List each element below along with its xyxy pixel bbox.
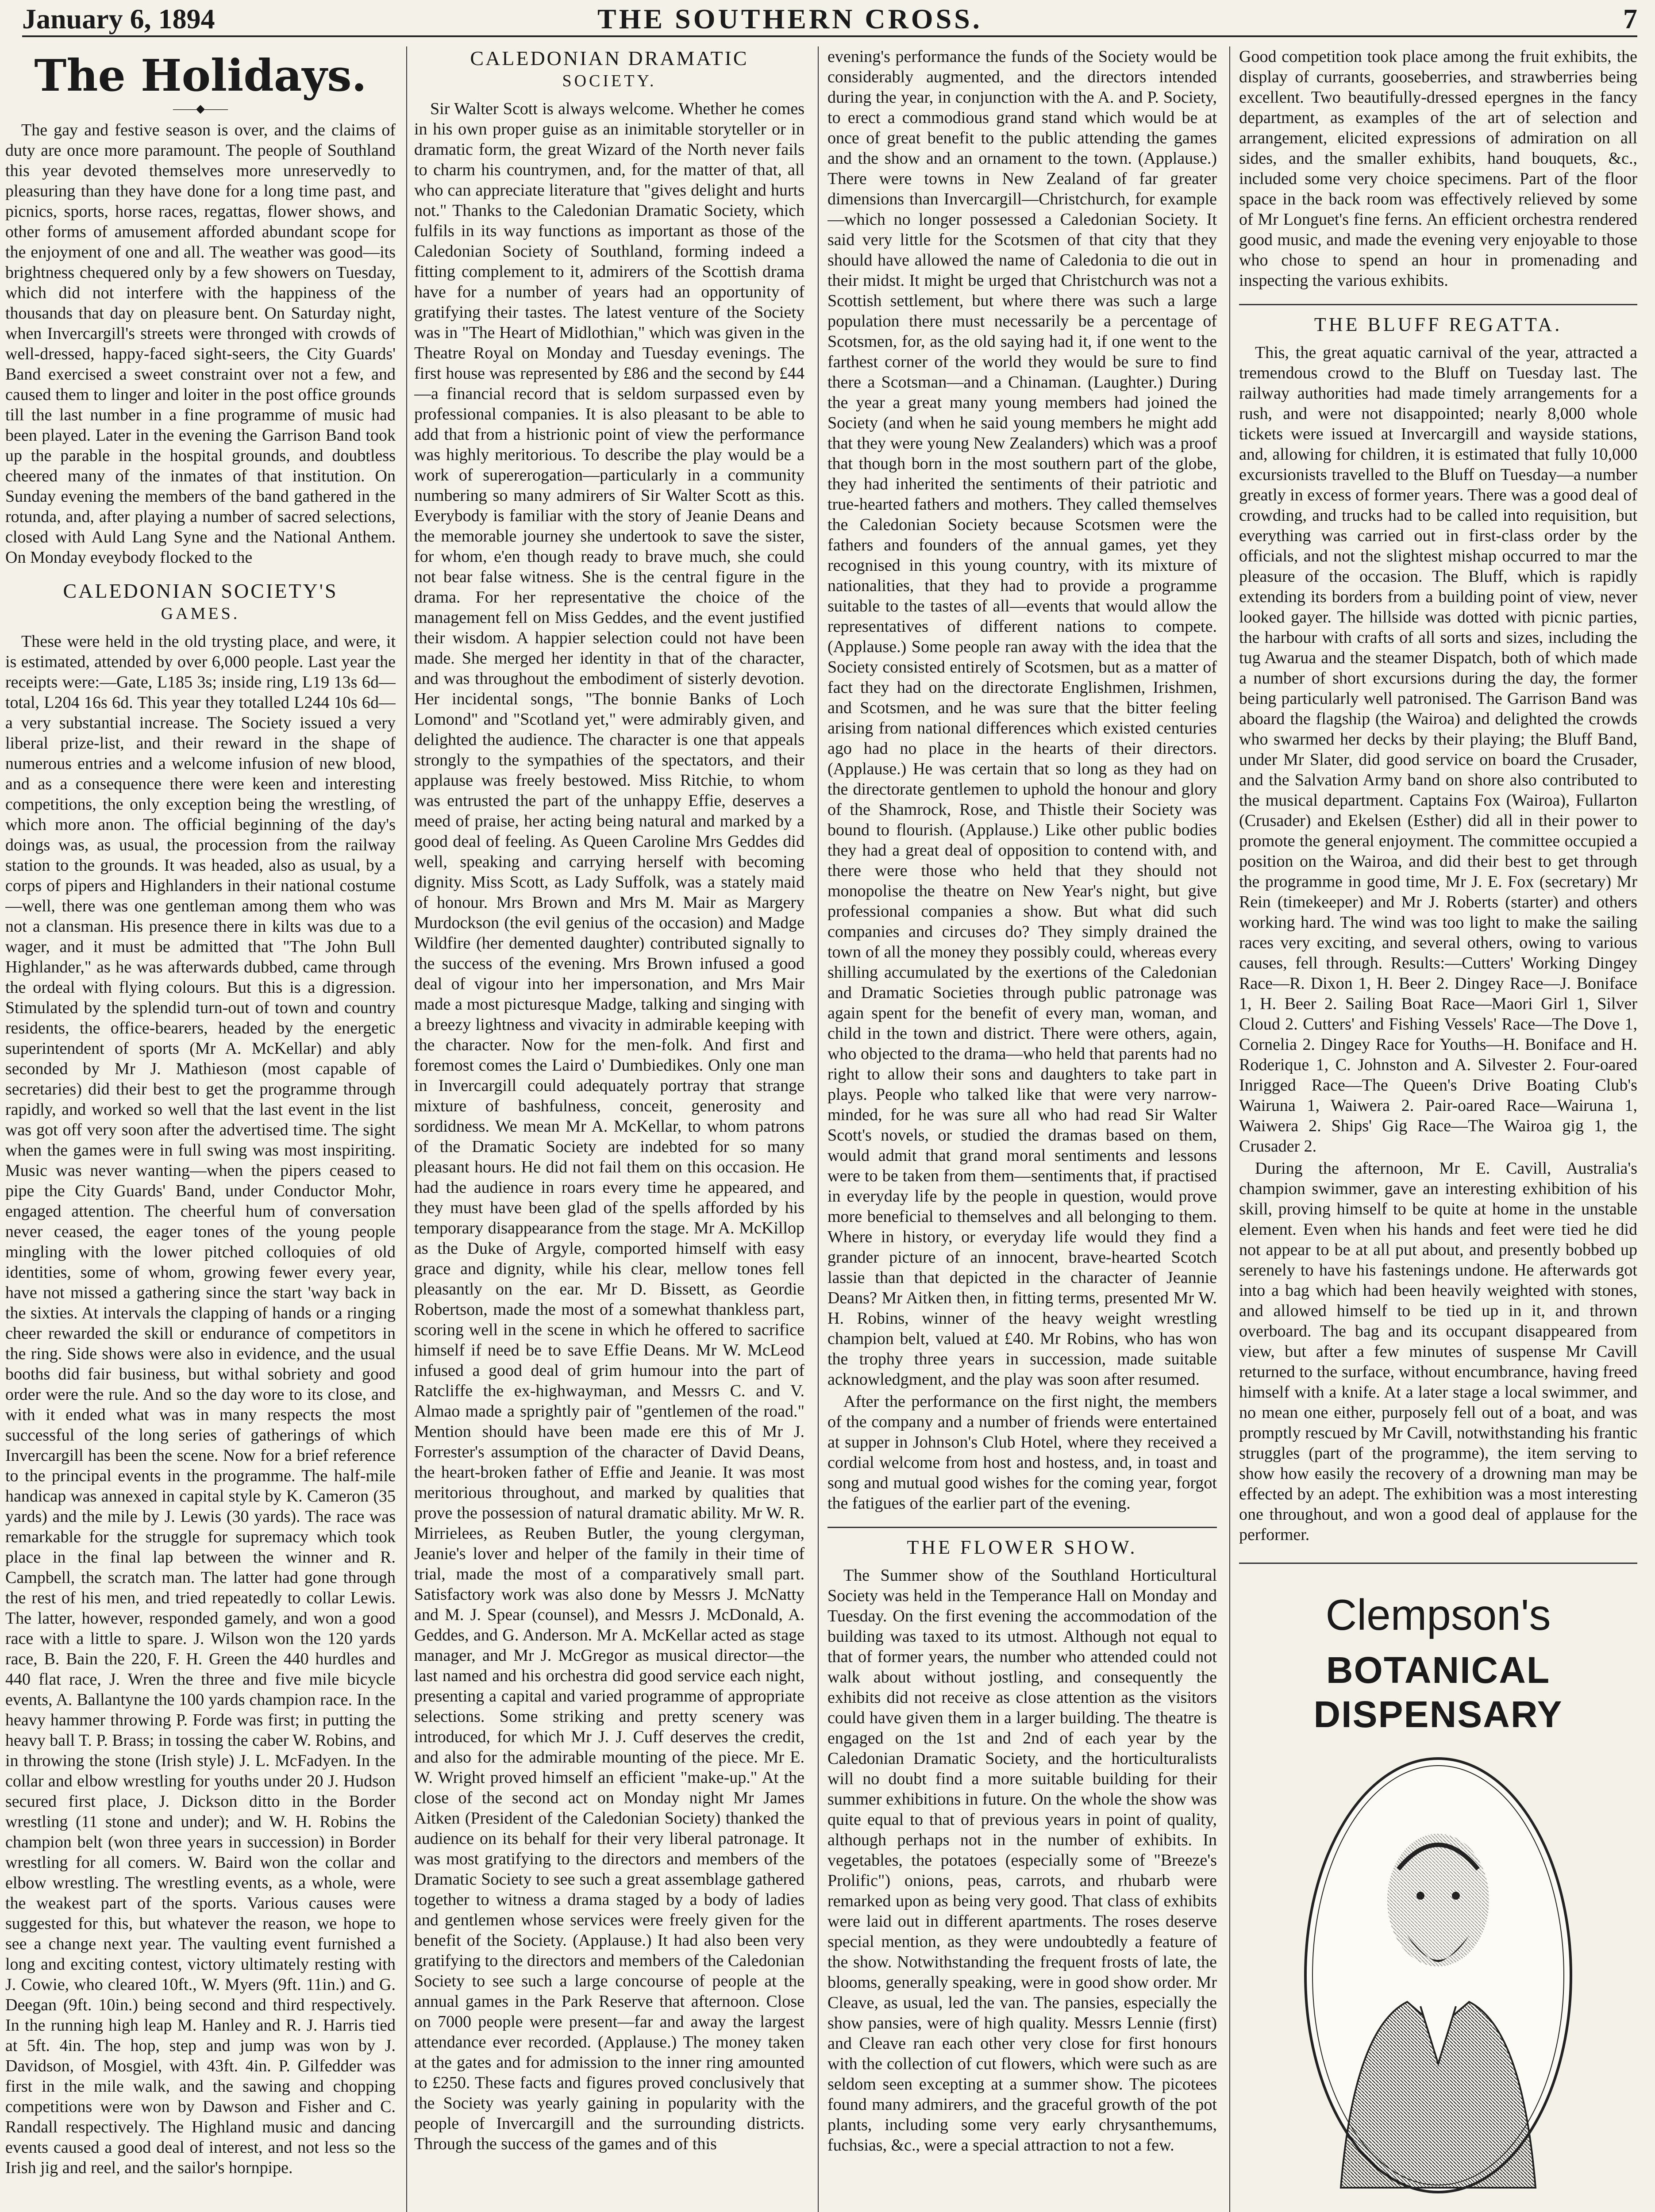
dramatic-subheading: SOCIETY.	[562, 72, 657, 90]
regatta-text: This, the great aquatic carnival of the year, attracted a tremendous crowd to the Bluff on Tuesday last. The railway authorities had made timely arrangements for a rush, and were not disappointed; nearly 8,000 whole tickets were issued at Invercargill and wayside stations, and, allowing for children, it is estimated that fully 10,000 excursionists travelled to the Bluff on Tuesday—a number greatly in excess of former years. There was a good deal of crowding, and trucks had to be called into requisition, but everything was carried out in first-class order by the officials, and not the slightest mishap occurred to mar the pleasure of the occasion. The Bluff, which is rapidly extending its borders from a building point of view, never looked gayer. The hillside was dotted with picnic parties, the harbour with crafts of all sorts and sizes, including the tug Awarua and the steamer Dispatch, both of which made a number of short excursions during the day, the former being particularly well patronised. The Garrison Band was aboard the flagship (the Wairoa) and delighted the crowds who swarmed her decks by their playing; the Bluff Band, under Mr Slater, did good service on board the Crusader, and the Salvation Army band on shore also contributed to the musical department. Captains Fox (Wairoa), Fullarton (Crusader) and Ekelsen (Esther) did all in their power to promote the general enjoyment. The committee occupied a position on the Wairoa, and did their best to get through the programme in good time, Mr J. E. Fox (secretary) Mr Rein (timekeeper) and Mr J. Roberts (starter) and others working hard. The wind was too light to make the sailing races very exciting, and several others, owing to various causes, fell through. Results:—Cutters' Working Dingey Race—R. Dixon 1, H. Beer 2. Dingey Race—J. Boniface 1, H. Beer 2. Sailing Boat Race—Maori Girl 1, Silver Cloud 2. Cutters' and Fishing Vessels' Race—The Dove 1, Cornelia 2. Dingey Race for Youths—H. Boniface and H. Roderique 1, C. Johnston and A. Silvester 2. Four-oared Inrigged Race—The Queen's Drive Boating Club's Wairuna 1, Waiwera 2. Pair-oared Race—Wairuna 1, Waiwera 2. Ships' Gig Race—The Wairoa gig 1, the Crusader 2.	[1239, 343, 1637, 1156]
masthead	[22, 0, 1637, 37]
regatta-cavill-text: During the afternoon, Mr E. Cavill, Australia's champion swimmer, gave an interesting exhibition of his skill, proving himself to be quite at home in the unstable element. Even when his hands and feet were tied he did not appear to be at all put about, and presently bobbed up serenely to have his fastenings undone. He afterwards got into a bag which had been heavily weighted with stones, and allowed himself to be tied up in it, and thrown overboard. The bag and its occupant disappeared from view, but after a few minutes of suspense Mr Cavill returned to the surface, without encumbrance, having freed himself with a knife. At a later stage a local swimmer, and no mean one either, purposely fell out of a boat, and was promptly rescued by Mr Cavill, notwithstanding his frantic struggles (part of the programme), the item serving to show how easily the recovery of a drowning man may be effected by an adept. The exhibition was a most interesting one throughout, and won a good deal of applause for the performer.	[1239, 1159, 1637, 1544]
ad-subtitle: BOTANICAL DISPENSARY	[1313, 1649, 1563, 1735]
column-rule	[406, 46, 407, 2212]
column-rule	[1229, 46, 1230, 2212]
flower-text-cont: Good competition took place among the fruit exhibits, the display of currants, gooseberries, and strawberries being excellent. Two beautifully-dressed epergnes in the fancy department, as examples of the art of selection and arrangement, elicited expressions of admiration on all sides, and the smaller exhibits, hand bouquets, &c., included some very choice specimens. Part of the floor space in the back room was effectively relieved by some of Mr Longuet's fine ferns. An efficient orchestra rendered good music, and made the evening very enjoyable to those who chose to spend an hour in promenading and inspecting the various exhibits.	[1239, 47, 1637, 290]
dramatic-supper-text: After the performance on the first night, the members of the company and a number of friends were entertained at supper in Johnson's Club Hotel, where they received a cordial welcome from host and hostess, and, in toast and song and mutual good wishes for the coming year, forgot the fatigues of the earlier part of the evening.	[828, 1392, 1217, 1513]
column-3	[828, 46, 1217, 2212]
column-4	[1239, 46, 1637, 2212]
masthead-title: THE SOUTHERN CROSS.	[597, 3, 982, 35]
column-1	[5, 46, 396, 2212]
dramatic-text-cont: evening's performance the funds of the Society would be considerably augmented, and the directors intended during the year, in conjunction with the A. and P. Society, to erect a commodious grand stand which would be at once of great benefit to the public attending the games and the show and an ornament to the town. (Applause.) There were towns in New Zealand of far greater dimensions than Invercargill—Christchurch, for example—which no longer possessed a Caledonian Society. It said very little for the Scotsmen of that city that they should have allowed the name of Caledonia to die out in their midst. It might be urged that Christchurch was not a Scottish settlement, but where there was such a large population there must necessarily be a percentage of Scotsmen, for, as the old saying had it, if one went to the farthest corner of the world they would be sure to find there a Scotsman—and a Chinaman. (Laughter.) During the year a great many young members had joined the Society (and when he said young members he might add that they were young New Zealanders) which was a proof that though born in the most southern part of the globe, they had inherited the sentiments of their patriotic and true-hearted fathers and mothers. They called themselves the Caledonian Society because Scotsmen were the fathers and founders of the annual games, yet they recognised in this young country, with its mixture of nationalities, that they had to provide a programme suitable to the tastes of all—events that would allow the representatives of different nations to compete. (Applause.) Some people ran away with the idea that the Society consisted entirely of Scotsmen, but as a matter of fact they had on the directorate Englishmen, Irishmen, and Scotsmen, and he was sure that the bitter feeling arising from national differences which existed centuries ago had no place in the hearts of their directors. (Applause.) He was certain that so long as they had on the directorate gentlemen to uphold the honour and glory of the Shamrock, Rose, and Thistle their Society was bound to flourish. (Applause.) Like other public bodies they had a great deal of opposition to contend with, and there were those who held that they should not monopolise the theatre on New Year's night, but give professional companies a show. But what did such companies and circuses do? They simply drained the town of all the money they possibly could, whereas every shilling accumulated by the exertions of the Caledonian and Dramatic Societies through public patronage was again spent for the benefit of every man, woman, and child in the town and district. There were others, again, who objected to the drama—who held that parents had no right to allow their sons and daughters to take part in plays. People who talked like that were very narrow-minded, for he was sure all who had read Sir Walter Scott's novels, or studied the dramas based on them, would admit that grand moral sentiments and lessons were to be taken from them—sentiments that, if practised in everyday life by the people in question, would prove more beneficial to themselves and all belonging to them. Where in history, or everyday life would they find a grander picture of an innocent, brave-hearted Scotch lassie than that depicted in the character of Jeannie Deans? Mr Aitken then, in fitting terms, presented Mr W. H. Robins, winner of the heavy weight wrestling champion belt, valued at £40. Mr Robins, who has won the trophy three years in succession, made suitable acknowledgment, and the play was soon after resumed.	[828, 47, 1217, 1389]
column-2	[414, 46, 804, 2212]
flower-text: The Summer show of the Southland Horticultural Society was held in the Temperance Hall on Monday and Tuesday. On the first evening the accommodation of the building was taxed to its utmost. Although not equal to that of former years, the number who attended could not walk about without jostling, and consequently the exhibits did not receive as close attention as the visitors could have given them in a larger building. The theatre is engaged on the 1st and 2nd of each year by the Caledonian Dramatic Society, and the horticulturalists will no doubt find a more suitable building for their summer exhibitions in future. On the whole the show was quite equal to that of previous years in point of quality, although perhaps not in the number of exhibits. In vegetables, the potatoes (especially some of "Breeze's Prolific") onions, peas, carrots, and rhubarb were remarked upon as being very good. That class of exhibits were laid out in different apartments. The roses deserve special mention, as they were undoubtedly a feature of the show. Notwithstanding the frequent frosts of late, the blooms, generally speaking, were in good show order. Mr Cleave, as usual, led the van. The pansies, especially the show pansies, were of high quality. Messrs Lennie (first) and Cleave ran each other very close for first honours with the collection of cut flowers, which were such as are seldom seen excepting at a summer show. The picotees found many admirers, and the graceful growth of the pot plants, including some very early chrysanthemums, fuchsias, &c., were a special attraction to not a few.	[828, 1566, 1217, 2154]
portrait-engraving-icon	[1301, 1754, 1575, 2197]
holidays-text: The gay and festive season is over, and the claims of duty are once more paramount. The people of Southland this year devoted themselves more unreservedly to pleasuring than they have done for a long time past, and picnics, sports, horse races, regattas, flower shows, and other forms of amusement afforded abundant scope for the enjoyment of one and all. The weather was good—its brightness chequered only by a few showers on Tuesday, which did not interfere with the happiness of the thousands that day on pleasure bent. On Saturday night, when Invercargill's streets were thronged with crowds of well-dressed, happy-faced sight-seers, the City Guards' Band exercised a sweet constraint over not a few, and caused them to linger and loiter in the post office grounds till the last number in a fine programme of music had been played. Later in the evening the Garrison Band took up the parable in the hospital grounds, and doubtless cheered many of the inmates of that institution. On Sunday evening the members of the band gathered in the rotunda, and, after playing a number of sacred selections, closed with Auld Lang Syne and the National Anthem. On Monday eveybody flocked to the	[5, 121, 396, 567]
holidays-heading: The Holidays.	[34, 50, 367, 101]
flower-show-section	[828, 1527, 1217, 2155]
flower-heading: THE FLOWER SHOW.	[907, 1536, 1138, 1558]
regatta-heading: THE BLUFF REGATTA.	[1314, 314, 1563, 335]
regatta-section	[1239, 304, 1637, 1545]
masthead-date: January 6, 1894	[22, 3, 215, 35]
ad-title: Clempson's	[1325, 1590, 1551, 1639]
page-number: 7	[1623, 3, 1637, 35]
clempson-advertisement	[1239, 1563, 1637, 2212]
dramatic-text: Sir Walter Scott is always welcome. Whether he comes in his own proper guise as an inimitable storyteller or in dramatic form, the great Wizard of the North never fails to charm his countrymen, and, for the matter of that, all who can appreciate literature that "gives delight and hurts not." Thanks to the Caledonian Dramatic Society, which fulfils in its way functions as important as those of the Caledonian Society of Southland, forming indeed a fitting complement to it, admirers of the Scottish drama have for a number of years had an opportunity of gratifying their tastes. The latest venture of the Society was in "The Heart of Midlothian," which was given in the Theatre Royal on Monday and Tuesday evenings. The first house was represented by £86 and the second by £44—a financial record that is seldom surpassed even by professional companies. It is also pleasant to be able to add that from a histrionic point of view the performance was highly meritorious. To describe the play would be a work of supererogation—particularly in a community numbering so many admirers of Sir Walter Scott as this. Everybody is familiar with the story of Jeanie Deans and the memorable journey she undertook to save the sister, for whom, e'en though ready to brave much, she could not bear false witness. She is the central figure in the drama. For her representative the choice of the management fell on Miss Geddes, and the event justified their wisdom. A happier selection could not have been made. She merged her identity in that of the character, and was throughout the embodiment of sisterly devotion. Her incidental songs, "The bonnie Banks of Loch Lomond" and "Scotland yet," were admirably given, and delighted the audience. The character is one that appeals strongly to the sympathies of the spectators, and their applause was freely bestowed. Miss Ritchie, to whom was entrusted the part of the unhappy Effie, deserves a meed of praise, her acting being natural and marked by a good deal of feeling. As Queen Caroline Mrs Geddes did well, speaking and carrying herself with becoming dignity. Miss Scott, as Lady Suffolk, was a stately maid of honour. Mrs Brown and Mrs M. Mair as Margery Murdockson (the evil genius of the occasion) and Madge Wildfire (her demented daughter) contributed signally to the success of the evening. Mrs Brown infused a good deal of vigour into her impersonation, and Mrs Mair made a most picturesque Madge, talking and singing with a breezy lightness and vivacity in admirable keeping with the character. Now for the men-folk. And first and foremost comes the Laird o' Dumbiedikes. Only one man in Invercargill could adequately portray that strange mixture of bashfulness, conceit, generosity and sordidness. We mean Mr A. McKellar, to whom patrons of the Dramatic Society are indebted for so many pleasant hours. He did not fail them on this occasion. He had the audience in roars every time he appeared, and they must have been glad of the spells afforded by his temporary disappearance from the stage. Mr A. McKillop as the Duke of Argyle, comported himself with easy grace and dignity, while his clear, mellow tones fell pleasantly on the ear. Mr D. Bissett, as Geordie Robertson, made the most of a somewhat thankless part, scoring well in the scene in which he offered to sacrifice himself if need be to save Effie Deans. Mr W. McLeod infused a good deal of grim humour into the part of Ratcliffe the ex-highwayman, and Messrs C. and V. Almao made a sprightly pair of "gentlemen of the road." Mention should have been made ere this of Mr J. Forrester's assumption of the character of David Deans, the heart-broken father of Effie and Jeanie. It was most meritorious throughout, and marked by qualities that prove the possession of natural dramatic ability. Mr W. R. Mirrielees, as Reuben Butler, the young clergyman, Jeanie's lover and helper of the family in their time of trial, made the most of a comparatively small part. Satisfactory work was also done by Messrs J. McNatty and M. J. Spear (counsel), and Messrs J. McDonald, A. Geddes, and G. Anderson. Mr A. McKellar acted as stage manager, and Mr J. McGregor as musical director—the last named and his orchestra did good service each night, presenting a capital and varied programme of appropriate selections. Some striking and pretty scenery was introduced, for which Mr J. J. Cuff deserves the credit, and also for the admirable mounting of the piece. Mr E. W. Wright proved himself an efficient "make-up." At the close of the second act on Monday night Mr James Aitken (President of the Caledonian Society) thanked the audience on its behalf for their very liberal patronage. It was most gratifying to the directors and members of the Dramatic Society to see such a great assemblage gathered together to witness a drama staged by a body of ladies and gentlemen whose services were freely given for the benefit of the Society. (Applause.) It had also been very gratifying to the directors and members of the Caledonian Society to see such a large concourse of people at the annual games in the Park Reserve that afternoon. Close on 7000 people were present—far and away the largest attendance ever recorded. (Applause.) The money taken at the gates and for admission to the inner ring amounted to £250. These facts and figures proved conclusively that the Society was yearly gaining in popularity with the people of Invercargill and the surrounding districts. Through the success of the games and of this	[414, 100, 804, 2153]
games-heading: CALEDONIAN SOCIETY'S	[63, 580, 338, 602]
column-rule	[818, 46, 819, 2212]
games-text: These were held in the old trysting place, and were, it is estimated, attended by over 6,000 people. Last year the receipts were:—Gate, L185 3s; inside ring, L19 13s 6d—total, L204 16s 6d. This year they totalled L244 10s 6d—a very substantial increase. The Society issued a very liberal prize-list, and their reward in the shape of numerous entries and a welcome infusion of new blood, and as a consequence there were keen and interesting competitions, the only exception being the wrestling, of which more anon. The official beginning of the day's doings was, as usual, the procession from the railway station to the grounds. It was headed, also as usual, by a corps of pipers and Highlanders in their national costume—well, there was one gentleman among them who was not a clansman. His presence there in kilts was due to a wager, and it must be admitted that "The John Bull Highlander," as he was afterwards dubbed, came through the ordeal with flying colours. But this is a digression. Stimulated by the splendid turn-out of town and country residents, the office-bearers, headed by the energetic superintendent of sports (Mr A. McKellar) and ably seconded by Mr J. Mathieson (most capable of secretaries) did their best to get the programme through rapidly, and worked so well that the last event in the list was got off very soon after the advertised time. The sight when the games were in full swing was most inspiriting. Music was never wanting—when the pipers ceased to pipe the City Guards' Band, under Conductor Mohr, engaged attention. The cheerful hum of conversation never ceased, the eager tones of the young people mingling with the lower pitched colloquies of old identities, some of whom, growing fewer every year, have not missed a gathering since the start 'way back in the sixties. At intervals the clapping of hands or a ringing cheer rewarded the skill or endurance of competitors in the ring. Side shows were also in evidence, and the usual booths did fair business, but withal sobriety and good order were the rule. And so the day wore to its close, and with it ended what was in many respects the most successful of the long series of gatherings of which Invercargill has been the scene. Now for a brief reference to the principal events in the programme. The half-mile handicap was annexed in capital style by K. Cameron (35 yards) and the mile by J. Lewis (30 yards). The race was remarkable for the struggle for supremacy which took place in the final lap between the winner and R. Campbell, the scratch man. The latter had gone through the rest of his men, and tried repeatedly to collar Lewis. The latter, however, responded gamely, and won a good race with a little to spare. J. Wilson won the 120 yards race, B. Bain the 220, F. H. Green the 440 hurdles and 440 flat race, J. Wren the three and five mile bicycle events, A. Ballantyne the 100 yards champion race. In the heavy hammer throwing P. Forde was first; in putting the heavy ball T. P. Brass; in tossing the caber W. Robins, and in throwing the stone (Irish style) J. L. McFadyen. In the collar and elbow wrestling for youths under 20 J. Hudson secured first place, J. Dickson ditto in the Border wrestling (11 stone and under); and W. H. Robins the champion belt (won three years in succession) in Border wrestling for all comers. W. Baird won the collar and elbow wrestling. The wrestling events, as a whole, were the weakest part of the sports. Various causes were suggested for this, but whatever the reason, we hope to see a change next year. The vaulting event furnished a long and exciting contest, victory ultimately resting with J. Cowie, who cleared 10ft., W. Myers (9ft. 11in.) and G. Deegan (9ft. 10in.) being second and third respectively. In the running high leap M. Hanley and R. J. Harris tied at 5ft. 4in. The hop, step and jump was won by J. Davidson, of Mosgiel, with 43ft. 4in. P. Gilfedder was first in the mile walk, and the sawing and chopping competitions were won by Dawson and Fisher and C. Randall respectively. The Highland music and dancing events caused a good deal of interest, and not less so the Irish jig and reel, and the sailor's hornpipe.	[5, 632, 396, 2177]
games-subheading: GAMES.	[161, 604, 240, 623]
ornament-divider: ——◆——	[173, 102, 228, 115]
dramatic-heading: CALEDONIAN DRAMATIC	[470, 47, 749, 69]
